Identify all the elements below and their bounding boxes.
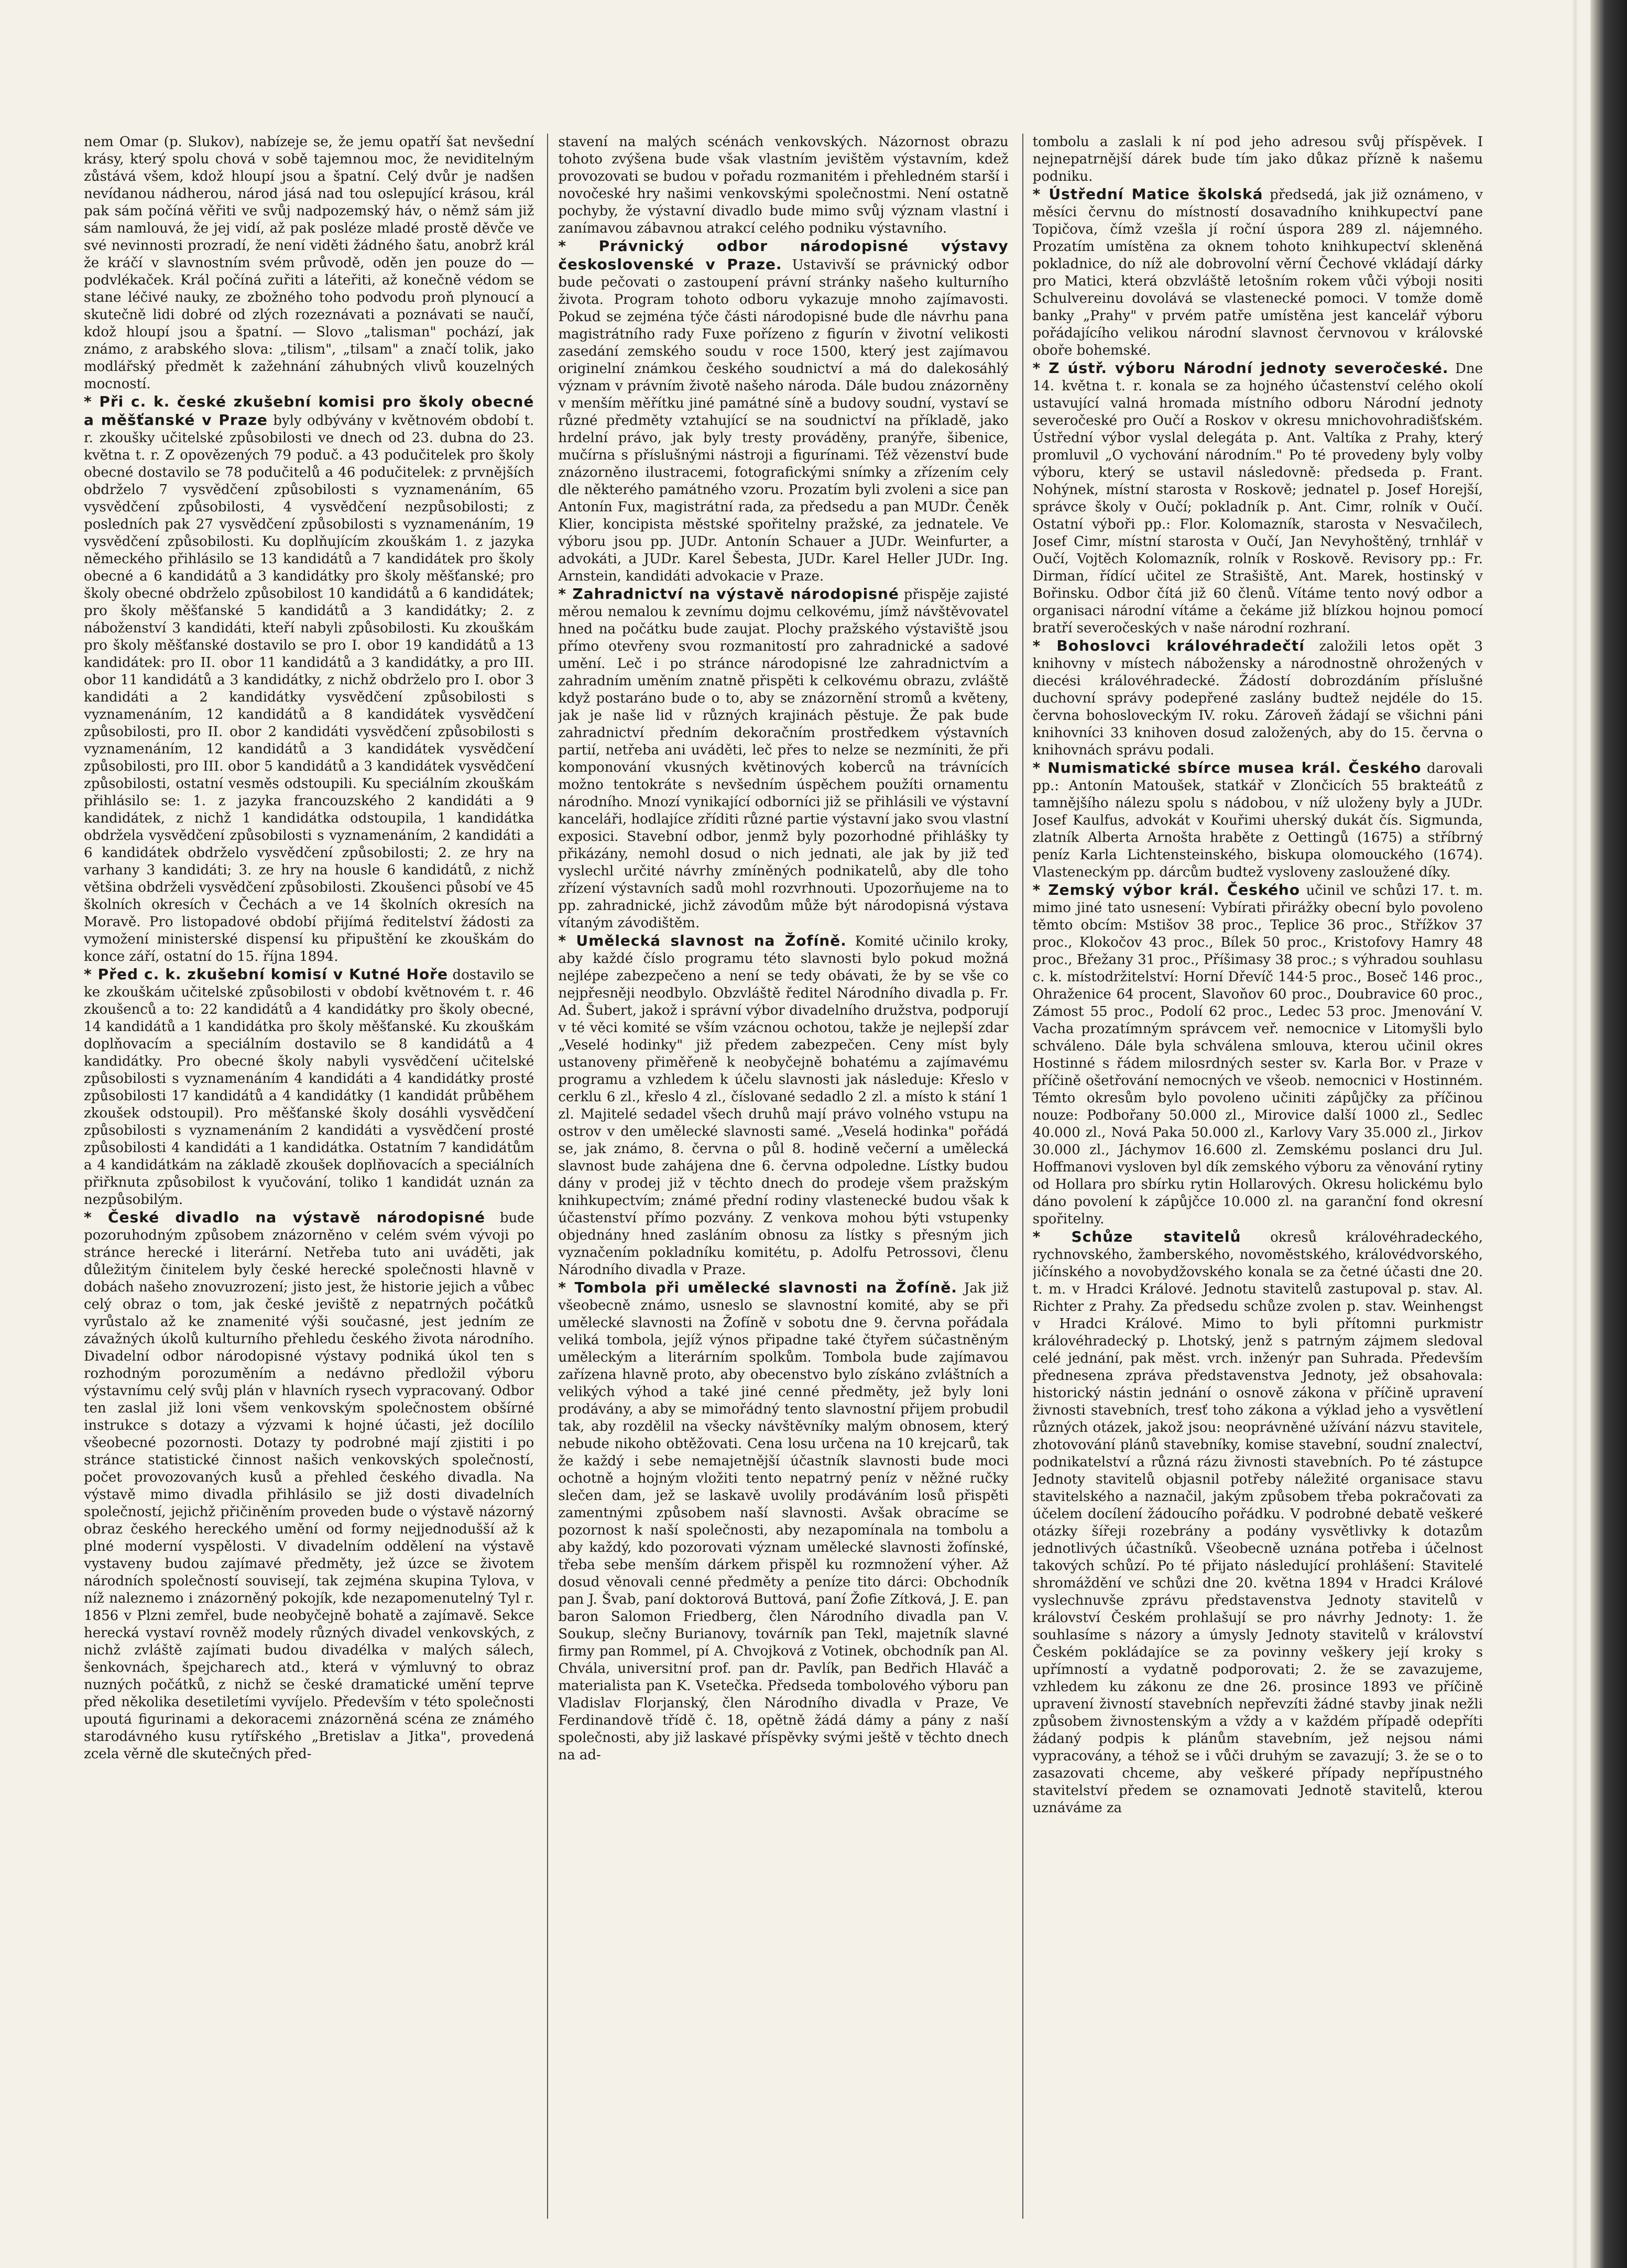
article-paragraph — [84, 393, 534, 966]
article-heading: * Bohoslovci královéhradečtí — [1032, 637, 1305, 654]
article-body: nem Omar (p. Slukov), nabízeje se, že jemu opatří šat nevšední krásy, který spolu chová v sobě tajemnou moc, že neviditelným zůstává všem, kdož hloupí jsou a špatní. Celý dvůr je nadšen nevídanou nádherou, národ jásá nad tou oslepující krásou, král pak sám počíná věřiti ve svůj nadpozemský háv, o němž sám již sám namlouvá, že jej vidí, až pak posléze mladé prostě děvče ve své nevinnosti prozradí, že není viděti žádného šatu, anobrž král že kráčí v slavnostním svém průvodě, oděn jen pouze do — podvlékaček. Král počíná zuřiti a láteřiti, až konečně védom se stane léčivé nauky, ze zbožného toho podvodu proň plynoucí a skutečně lidi dobré od zlých rozeznávati a poznávati se naučí, kdož hloupí jsou a špatní. — Slovo „talisman" pochází, jak známo, z arabského slova: „tilism", „tilsam" a značí tolik, jako modlářský předmět k zažehnání záhubných vlivů kouzelných mocností. — [84, 134, 534, 392]
article-body: okresů královéhradeckého, rychnovského, žamberského, novoměstského, královédvorského, jičínského a novobydžovského konala se za četné účasti dne 20. t. m. v Hradci Králové. Jednotu stavitelů zastupoval p. stav. Al. Richter z Prahy. Za předsedu schůze zvolen p. stav. Weinhengst v Hradci Králové. Mimo to byli přítomni purkmistr královéhradecký p. Lhotský, jenž s patrným zájmem sledoval celé jednání, pak měst. vrch. inženýr pan Suhrada. Především přednesena zpráva představenstva Jednoty, jež obsahovala: historický nástin jednání o osnově zákona v příčině upravení živnosti stavebních, tresť toho zákona a výklad jeho a vysvětlení různých otázek, jakož jsou: neoprávněné užívání názvu stavitele, zhotovování plánů stavebníky, komise stavební, soudní znalectví, podnikatelství a různá rázu živnosti stavebních. Po té zástupce Jednoty stavitelů objasnil potřeby náležité organisace stavu stavitelského a naznačil, jakým způsobem třeba pokračovati za účelem docílení žádoucího pořádku. V podrobné debatě veškeré otázky šířeji rozebrány a podány vysvětlivky k dotazům jednotlivých účastníků. Všeobecně uznána potřeba i účelnost takových schůzí. Po té přijato následující prohlášení: Stavitelé shromáždění ve schůzi dne 20. května 1894 v Hradci Králové vyslechnuvše zprávu představenstva Jednoty stavitelů v království Českém prohlašují se pro návrhy Jednoty: 1. že souhlasíme s názory a úmysly Jednoty stavitelů v království Českém pokládajíce se za povinny veškery její kroky s upřímností a vydatně podporovati; 2. že se zavazujeme, vzhledem ku zákonu ze dne 26. prosince 1893 ve příčině upravení živností stavebních nepřevzíti žádné stavby jinak nežli způsobem živnostenským a vždy a v každém případě odepříti žádaný podpis k plánům stavebním, jež nejsou námi vypracovány, a téhož se i vůči druhým se zavazují; 3. že se o to zasazovati chceme, aby veškeré případy nepřípustného stavitelství předem se oznamovati Jednotě stavitelů, kterou uznáváme za — [1032, 1230, 1483, 1816]
article-paragraph — [84, 966, 534, 1209]
article-body: Komité učinilo kroky, aby každé číslo programu této slavnosti bylo pokud možná nejlépe zabezpečeno a není se tedy obávati, že by se vše co nejpřesněji neodbylo. Obzvláště ředitel Národního divadla p. Fr. Ad. Šubert, jakož i správní výbor divadelního družstva, podporují v té věci komité se vším vzácnou ochotou, takže je nejlepší zdar „Veselé hodinky" již předem zabezpečen. Ceny míst byly ustanoveny přiměřeně k neobyčejně bohatému a zajímavému programu a vzhledem k účelu slavnosti jak následuje: Křeslo v cerklu 6 zl., křeslo 4 zl., číslované sedadlo 2 zl. a místo k stání 1 zl. Majitelé sedadel všech druhů mají právo volného vstupu na ostrov v den umělecké slavnosti samé. „Veselá hodinka" pořádá se, jak známo, 8. června o půl 8. hodině večerní a umělecká slavnost bude zahájena dne 6. června odpoledne. Lístky budou dány v prodej již v těchto dnech do prodeje všem pražským knihkupectvím; známé přední rodiny vlastenecké budou však k účastenství přímo pozvány. Z venkova mohou býti vstupenky objednány hned zasláním obnosu za lístky s přesným jich vyznačením pokladníku komitétu, p. Adolfu Petrossovi, členu Národního divadla v Praze. — [558, 934, 1009, 1278]
article-paragraph — [84, 1209, 534, 1763]
article-paragraph — [1033, 759, 1483, 881]
article-body: stavení na malých scénách venkovských. Názornost obrazu tohoto zvýšena bude však vlastním jevištěm výstavním, kdež provozovati se budou v pořadu rozmanitém i přehledném starší i novočeské hry našimi venkovskými společnostmi. Není ostatně pochyby, že výstavní divadlo bude mimo svůj význam vlastní i zanímavou zábavnou atrakcí celého podniku výstavního. — [558, 134, 1009, 236]
article-heading: * Ústřední Matice školská — [1032, 185, 1263, 203]
article-heading: * Umělecká slavnost na Žofíně. — [558, 932, 847, 949]
article-heading: * Zemský výbor král. Českého — [1032, 881, 1300, 899]
page-fold-shadow — [1572, 0, 1578, 2268]
article-body: dostavilo se ke zkouškám učitelské způsobilosti v období květnovém t. r. 46 zkoušenců a to: 22 kandidátů a 4 kandidátky pro školy obecné, 14 kandidátů a 1 kandidátka pro školy měšťanské. Ku zkouškám doplňovacím a speciálním dostavilo se 8 kandidátů a 4 kandidátky. Pro obecné školy nabyli vysvědčení učitelské způsobilosti s vyznamenáním 4 kandidáti a 4 kandidátky prosté způsobilosti 17 kandidátů a 4 kandidátky (1 kandidát průběhem zkoušek odstoupil). Pro měšťanské školy dosáhli vysvědčení způsobilosti s vyznamenáním 2 kandidáti a vysvědčení prosté způsobilosti 4 kandidáti a 1 kandidátka. Ostatním 7 kandidátům a 4 kandidátkám na základě zkoušek doplňovacích a speciálních přiřknuta způsobilost k vyučování, toliko 1 kandidát uznán za nezpůsobilým. — [84, 967, 534, 1208]
article-paragraph — [1033, 1228, 1483, 1817]
article-paragraph — [1033, 185, 1483, 359]
article-paragraph — [558, 134, 1008, 237]
article-body: darovali pp.: Antonín Matoušek, statkář v Zlončicích 55 brakteátů z tamnějšího nálezu spolu s nádobou, v níž uloženy byly a JUDr. Josef Kaulfus, advokát v Kouřimi uherský dukát čís. Sigmunda, zlatník Alberta Arnošta hraběte z Oettingů (1675) a stříbrný peníz Karla Lichtensteinského, biskupa olomouckého (1674). Vlasteneckým pp. dárcům budtež vysloveny zasloužené díky. — [1032, 761, 1483, 880]
article-paragraph — [558, 237, 1008, 585]
article-body: přispěje zajisté měrou nemalou k zevnímu dojmu celkovému, jímž návštěvovatel hned na počátku bude zaujat. Plochy pražského výstaviště jsou přímo otevřeny svou rozmanitostí pro zahradnické a sadové umění. Leč i po stránce národopisné lze zahradnictvím a zahradním uměním znatně přispěti k celkovému obrazu, zvláště když postaráno bude o to, aby se znázornění stromů a květeny, jak je naše lid v různých krajinách pěstuje. Že pak bude zahradnictví předním dekoračním prostředkem výstavních partií, netřeba ani uváděti, leč přes to nelze se nezmíniti, že při komponování vkusných květinových koberců na trávnících možno tentokráte s nevšedním úspěchem použíti ornamentu národního. Mnozí vynikající odborníci již se přihlásili ve výstavní kanceláři, hodlajíce zříditi různé partie výstavní jako svou vlastní exposici. Stavební odbor, jenmž byly pozorhodné přihlášky ty přikázány, nemohl dosud o nich jednati, ale jak by již teď vyslechl určité návrhy zmíněných podnikatelů, aby dle toho zřízení výstavních sadů mohl rozvrhnouti. Upozorňujeme na to pp. zahradnické, jichž závodům může být národopisná výstava vítaným závodištěm. — [558, 587, 1009, 931]
article-paragraph — [1033, 134, 1483, 185]
article-paragraph — [1033, 359, 1483, 637]
article-paragraph — [84, 134, 534, 393]
article-paragraph — [558, 585, 1008, 932]
article-heading: * Numismatické sbírce musea král. Českého — [1032, 759, 1422, 776]
article-heading: * Tombola při umělecké slavnosti na Žofíně. — [558, 1279, 957, 1296]
article-paragraph — [1033, 881, 1483, 1228]
article-body: Dne 14. května t. r. konala se za hojného účastenství celého okolí ustavující valná hromada místního odboru Národní jednoty severočeské pro Oučí a Roskov v okresu mnichovohradišťském. Ústřední výbor vyslal delegáta p. Ant. Valtíka z Prahy, který promluvil „O vychování národním." Po té provedeny byly volby výboru, který se ustavil následovně: předseda p. Frant. Nohýnek, místní starosta v Roskově; jednatel p. Josef Horejší, správce školy v Oučí; pokladník p. Ant. Cimr, rolník v Oučí. Ostatní výboři pp.: Flor. Kolomazník, starosta v Nesvačilech, Josef Cimr, místní starosta v Oučí, Jan Nevyhoštěný, trnhlář v Oučí, Vojtěch Kolomazník, rolník v Roskově. Revisory pp.: Fr. Dirman, řídící učitel ze Strašiště, Ant. Marek, hostinský v Bořinsku. Odbor čítá již 60 členů. Vítáme tento nový odbor a organisaci národní vítáme a čekáme již blízkou hojnou pomocí bratří severočeských v naše národní rozhraní. — [1032, 361, 1483, 636]
scan-edge — [1590, 0, 1627, 2268]
article-heading: * Schůze stavitelů — [1032, 1228, 1241, 1245]
article-heading: * Při c. k. české zkušební komisi pro školy obecné a měšťanské v Praze — [84, 393, 534, 429]
article-body: předsedá, jak již oznámeno, v měsíci červnu do místností dosavadního knihkupectví pane Topičova, čímž vzešla jí roční úspora 289 zl. nájemného. Prozatím umístěna za oknem tohoto knihkupectví skleněná pokladnice, do níž ale dobrovolní věrní Čechové vkládají dárky pro Matici, která obzvláště letošním rokem vůči výboji nositi Schulvereinu dovolává se vlastenecké pomoci. V tomže domě banky „Prahy" v prvém patře umístěna jest kancelář výboru pořádajícího velikou národní slavnost červnovou v královské oboře bohemské. — [1032, 187, 1483, 358]
column-2 — [558, 134, 1008, 2219]
article-heading: * Zahradnictví na výstavě národopisné — [558, 585, 899, 602]
article-paragraph — [1033, 637, 1483, 759]
article-body: učinil ve schůzi 17. t. m. mimo jiné tato usnesení: Vybírati přirážky obecní bylo povoleno těmto obcím: Mstišov 38 proc., Teplice 36 proc., Střížkov 37 proc., Klokočov 43 proc., Bílek 50 proc., Kristofovy Hamry 48 proc., Břežany 31 proc., Příšimasy 38 proc.; s výhradou souhlasu c. k. místodržitelství: Horní Dřevíč 144·5 proc., Boseč 146 proc., Ohraženice 64 procent, Slavoňov 60 proc., Doubravice 60 proc., Zámost 55 proc., Podolí 62 proc., Ledec 53 proc. Jmenování V. Vacha prozatímným správcem veř. nemocnice v Litomyšli bylo schváleno. Dále byla schválena smlouva, kterou učinil okres Hostinné s řádem milosrdných sester sv. Karla Bor. v Praze v příčině ošetřování nemocných ve všeob. nemocnici v Hostinném. Témto okresům bylo povoleno učiniti zápůjčky za příčinou nouze: Podbořany 50.000 zl., Mirovice další 1000 zl., Sedlec 40.000 zl., Nová Paka 50.000 zl., Karlovy Vary 35.000 zl., Jirkov 30.000 zl., Jáchymov 16.600 zl. Zemskému poslanci dru Jul. Hoffmanovi vysloven byl dík zemského výboru za věnování rytiny od Hollara pro sbírku rytin Hollarových. Okresu holickému bylo dáno povolení k zápůjčce 10.000 zl. na garanční fond okresní spořitelny. — [1032, 883, 1483, 1227]
article-body: bude pozoruhodným způsobem znázorněno v celém svém vývoji po stránce herecké i literární. Netřeba tuto ani uváděti, jak důležitým činitelem byly české herecké společnosti hlavně v dobách našeho znovuzrození; jisto jest, že historie jejich a vůbec celý obraz o tom, jak české jeviště z nepatrných počátků vyrůstalo až ke znamenité výši současné, jest jedním ze závažných úkolů kulturního přehledu českého života národního. Divadelní odbor národopisné výstavy podniká úkol ten s rozhodným porozuměním a nedávno předložil výboru výstavnímu celý svůj plán v hlavních rysech vypracovaný. Odbor ten zaslal již loni všem venkovským společnostem obšírné instrukce s dotazy a výzvami k hojné účasti, jež docílilo všeobecné pozornosti. Dotazy ty podrobné mají zjistiti i po stránce statistické činnost našich venkovských společností, počet provozovaných kusů a přehled českého divadla. Na výstavě mimo divadla přihlásilo se již dosti divadelních společností, jejichž přičiněním proveden bude o výstavě názorný obraz českého hereckého umění od formy nejjednodušší až k plné moderní vyspělosti. V divadelním oddělení na výstavě vystaveny budou zajímavé předměty, jež úzce se životem národních společností souvisejí, tak zejména skupina Tylova, v níž naleznemo i znázorněný pokojík, kde nezapomenutelný Tyl r. 1856 v Plzni zemřel, bude neobyčejně bohatě a zajímavě. Sekce herecká vystaví rovněž modely různých divadel venkovských, z nichž zvláště zajímati budou divadélka v malých sálech, šenkovnách, špejcharech atd., která v výmluvný to obraz nuzných počátků, z nichž se české dramatické umění teprve před několika desetiletími vyvíjelo. Především v této společnosti upoutá figurinami a dekoracemi znázorněná scéna ze známého starodávného kusu rytířského „Bretislav a Jitka", provedená zcela věrně dle skutečných před- — [84, 1210, 534, 1762]
article-heading: * Z ústř. výboru Národní jednoty severočeské. — [1032, 359, 1449, 377]
article-heading: * Právnický odbor národopisné výstavy československé v Praze. — [558, 237, 1009, 273]
article-body: Ustavivší se právnický odbor bude pečovati o zastoupení právní stránky našeho kulturního života. Program tohoto odboru vykazuje mnoho zajímavosti. Pokud se zejména týče části národopisné bude dle návrhu pana magistrátního rady Fuxe pořízeno z figurín v životní velikosti zasedání zemského soudu v roce 1500, který jest zajímavou originelní známkou českého soudnictví a má do dalekosáhlý význam v právním životě našeho národa. Dále budou znázorněny v menším měřítku jiné památné síně a budovy soudní, vystaví se různé předměty vztahující se na soudnictví na příkladě, jako hrdelní právo, jak byly tresty prováděny, pranýře, šibenice, mučírna s příslušnými nástroji a figurínami. Též vězenství bude znázorněno ilustracemi, fotografickými snímky a zřízením cely dle některého památného vzoru. Prozatím byli zvoleni a sice pan Antonín Fux, magistrátní rada, za předsedu a pan MUDr. Čeněk Klier, koncipista městské spořitelny pražské, za jednatele. Ve výboru jsou pp. JUDr. Antonín Schauer a JUDr. Weinfurter, a advokáti, a JUDr. Karel Šebesta, JUDr. Karel Heller JUDr. Ing. Arnstein, kandidáti advokacie v Praze. — [558, 257, 1009, 584]
article-paragraph — [558, 932, 1008, 1279]
article-body: založili letos opět 3 knihovny v místech nábožensky a národnostně ohrožených v diecési královéhradecké. Žádostí dobrozdáním příslušné duchovní správy podepřené zaslány budtež nejdéle do 15. června bohosloveckým IV. roku. Zároveň žádají se všichni páni knihovníci 33 knihoven dosud založených, aby do 15. června o knihovnách správu podali. — [1032, 639, 1483, 758]
column-3 — [1033, 134, 1483, 2219]
article-heading: * Před c. k. zkušební komisí v Kutné Hoře — [84, 966, 448, 983]
article-paragraph — [558, 1279, 1008, 1764]
article-body: tombolu a zaslali k ní pod jeho adresou svůj příspěvek. I nejnepatrnější dárek bude tím jako důkaz přízně k našemu podniku. — [1032, 134, 1483, 184]
article-heading: * České divadlo na výstavě národopisné — [84, 1209, 486, 1226]
column-1 — [84, 134, 534, 2219]
article-body: Jak již všeobecně známo, usneslo se slavnostní komité, aby se při umělecké slavnosti na Žofíně v sobotu dne 9. června pořádala veliká tombola, jejíž výnos připadne také čtyřem súčastněným uměleckým a literárním spolkům. Tombola bude zajímavou zařízena hlavně proto, aby obecenstvo bylo získáno zvláštních a velikých výhod a také jiné cenné předměty, jež byly loni prodávány, a aby se mimořádný tento slavnostní přijem probudil tak, aby rozdělil na všecky návštěvníky malým obnosem, který nebude nikoho obtěžovati. Cena losu určena na 10 krejcarů, tak že každý i sebe nemajetnější účastník slavnosti bude moci ochotně a hojným vložiti tento nepatrný peníz v něžné ručky slečen dam, jež se laskavě uvolily prodáváním losů přispěti zamentnými způsobem naší slavnosti. Avšak obracíme se pozornost k naší společnosti, aby nezapomínala na tombolu a aby každý, kdo pozorovati význam umělecké slavnosti žofínské, třeba sebe menším dárkem přispěl ku rozmnožení výher. Až dosud věnovali cenné předměty a peníze tito dárci: Obchodník pan J. Švab, paní doktorová Buttová, paní Žofie Zítková, J. E. pan baron Salomon Friedberg, člen Národního divadla pan V. Soukup, slečny Burianovy, továrník pan Tekl, majetník slavné firmy pan Rommel, pí A. Chvojková z Votinek, obchodník pan Al. Chvála, universitní prof. pan dr. Pavlík, pan Bedřich Hlaváč a materialista pan K. Vsetečka. Předseda tombolového výboru pan Vladislav Florjanský, člen Národního divadla v Praze, Ve Ferdinandově třídě č. 18, opětně žádá dámy a pány z naší společnosti, aby již laskavé příspěvky svými ještě v těchto dnech na ad- — [558, 1280, 1009, 1763]
article-body: byly odbývány v květnovém období t. r. zkoušky učitelské způsobilosti ve dnech od 23. dubna do 23. května t. r. Z opovězených 79 poduč. a 43 podučitelek pro školy obecné dostavilo se 78 podučitelů a 46 podučitelek: z prvnějších obdrželo 7 vysvědčení způsobilosti s vyznamenáním, 65 vysvědčení způsobilosti, 4 vysvědčení nezpůsobilosti; z posledních pak 27 vysvědčení způsobilosti s vyznamenáním, 19 vysvědčení způsobilosti. Ku doplňujícím zkouškám 1. z jazyka německého přihlásilo se 13 kandidátů a 7 kandidátek pro školy obecné a 6 kandidátů a 3 kandidátky pro školy měšťanské; pro školy obecné obdrželo způsobilost 10 kandidátů a 6 kandidátek; pro školy měšťanské 5 kandidátů a 3 kandidátky; 2. z náboženství 3 kandidáti, kteří nabyli způsobilosti. Ku zkouškám pro školy měšťanské dostavilo se pro I. obor 19 kandidátů a 13 kandidátek: pro II. obor 11 kandidátů a 3 kandidátky, a pro III. obor 11 kandidátů a 3 kandidátky, z nichž obdrželo pro I. obor 3 kandidáti a 2 kandidátky vysvědčení způsobilosti s vyznamenáním, 12 kandidátů a 8 kandidátek vysvědčení způsobilosti, pro II. obor 2 kandidáti vysvědčení způsobilosti s vyznamenáním, 12 kandidátů a 3 kandidátek vysvědčení způsobilosti, pro III. obor 5 kandidátů a 3 kandidátek vysvědčení způsobilosti, ostatní vesměs odstoupili. Ku speciálním zkouškám přihlásilo se: 1. z jazyka francouzského 2 kandidáti a 9 kandidátek, z nichž 1 kandidátka odstoupila, 1 kandidátka obdržela vysvědčení způsobilosti s vyznamenáním, 2 kandidáti a 6 kandidátek obdrželo vysvědčení způsobilosti; 2. ze hry na varhany 3 kandidáti; 3. ze hry na housle 6 kandidátů, z nichž většina obdrželi vysvědčení způsobilosti. Zkoušenci působí ve 45 školních okresích v Čechách a ve 14 školních okresích na Moravě. Pro listopadové období přijímá ředitelství žádosti za vymožení ministerské dispensí ku připuštění ke zkouškám do konce září, ostatní do 15. října 1894. — [84, 413, 534, 965]
text-columns — [84, 134, 1483, 2219]
